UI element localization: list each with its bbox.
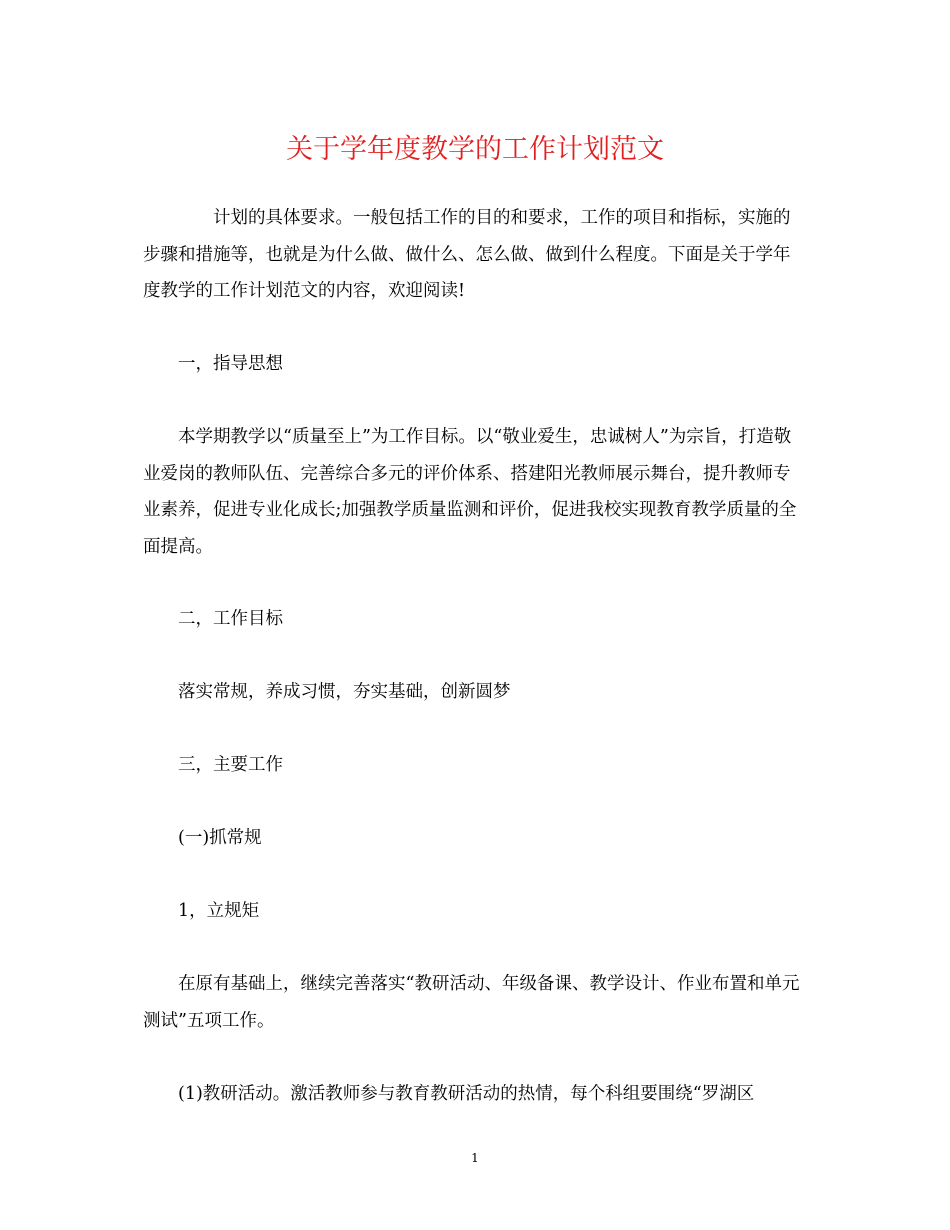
section-heading-main-work: 三，主要工作 bbox=[178, 755, 283, 775]
section-heading-guiding-ideology: 一，指导思想 bbox=[178, 354, 283, 374]
guiding-ideology-paragraph: 本学期教学以“质量至上”为工作目标。以“敬业爱生，忠诚树人”为宗旨，打造敬业爱岗的教师队伍、完善综合多元的评价体系、搭建阳光教师展示舞台，提升教师专业素养，促进专业化成长;加强教学质量监测和评价，促进我校实现教育教学质量的全面提高。 bbox=[143, 427, 797, 557]
work-goals-paragraph: 落实常规，养成习惯，夯实基础，创新圆梦 bbox=[178, 682, 511, 702]
subsection-heading-routine: (一)抓常规 bbox=[178, 828, 262, 848]
page-number: 1 bbox=[471, 1151, 479, 1165]
section-heading-work-goals: 二，工作目标 bbox=[178, 609, 283, 629]
document-title: 关于学年度教学的工作计划范文 bbox=[286, 134, 664, 165]
subsection-heading-rules: 1，立规矩 bbox=[178, 901, 260, 921]
intro-paragraph: 计划的具体要求。一般包括工作的目的和要求，工作的项目和指标，实施的步骤和措施等，也就是为什么做、做什么、怎么做、做到什么程度。下面是关于学年度教学的工作计划范文的内容，欢迎阅读! bbox=[143, 208, 791, 301]
teaching-research-paragraph: (1)教研活动。激活教师参与教育教研活动的热情，每个科组要围绕“罗湖区 bbox=[178, 1084, 755, 1104]
rules-paragraph: 在原有基础上，继续完善落实“教研活动、年级备课、教学设计、作业布置和单元测试”五项工作。 bbox=[143, 974, 800, 1031]
